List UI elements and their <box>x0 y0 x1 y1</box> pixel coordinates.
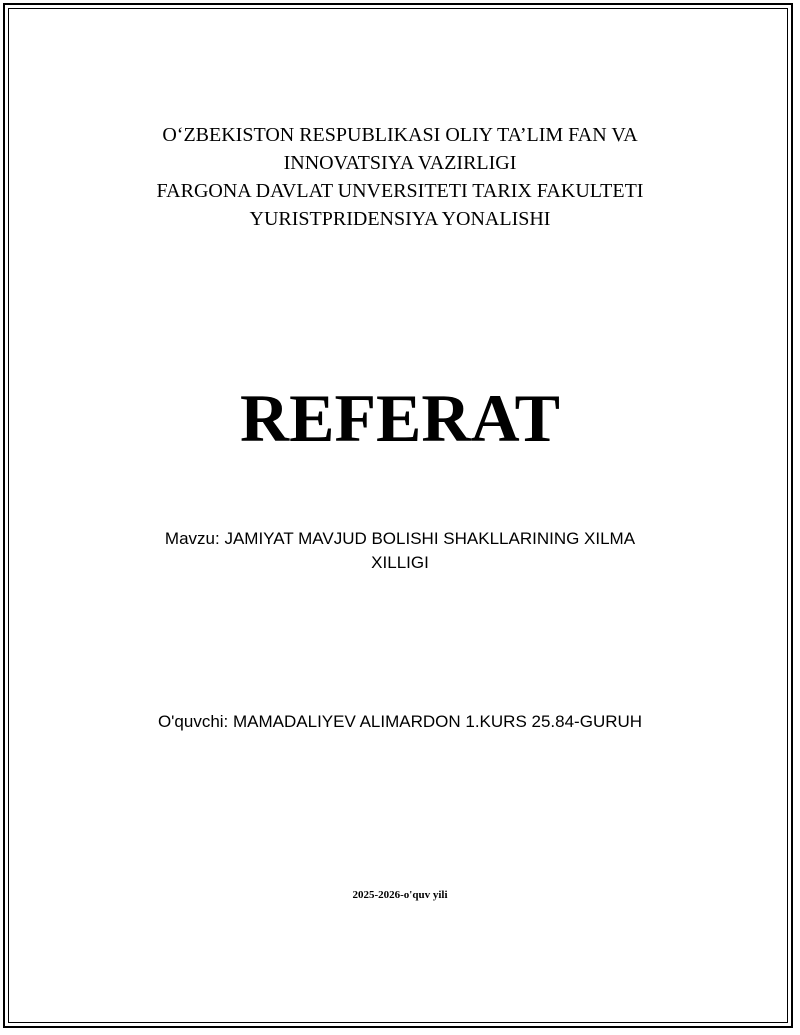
header-line-university: FARGONA DAVLAT UNVERSITETI TARIX FAKULTETI <box>156 180 644 202</box>
header-line-ministry-1: O‘ZBEKISTON RESPUBLIKASI OLIY TA’LIM FAN VA <box>162 124 638 146</box>
document-title: REFERAT <box>240 380 560 456</box>
institution-header <box>100 121 700 233</box>
topic-block <box>100 527 700 575</box>
student-info: O'quvchi: MAMADALIYEV ALIMARDON 1.KURS 25.84-GURUH <box>157 712 643 731</box>
academic-year: 2025-2026-o'quv yili <box>352 889 448 901</box>
topic-line-2: XILLIGI <box>371 553 429 572</box>
header-line-department: YURISTPRIDENSIYA YONALISHI <box>249 208 551 230</box>
header-line-ministry-2: INNOVATSIYA VAZIRLIGI <box>283 152 517 174</box>
topic-line-1: Mavzu: JAMIYAT MAVJUD BOLISHI SHAKLLARINING XILMA <box>164 529 636 548</box>
